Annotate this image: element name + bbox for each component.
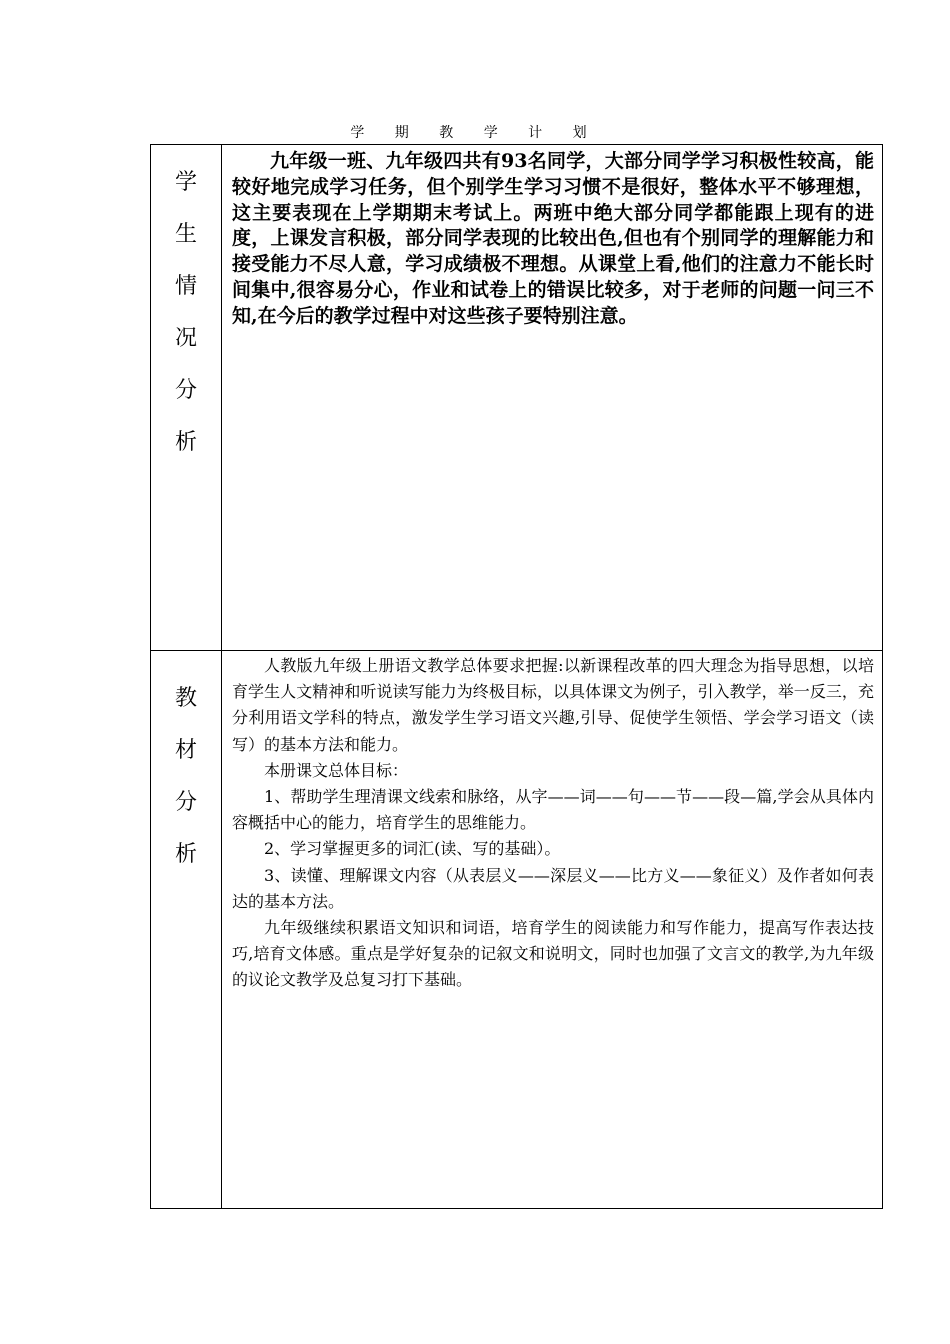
student-analysis-label xyxy=(151,145,221,469)
student-analysis-label-cell xyxy=(151,145,222,651)
student-analysis-paragraph: 九年级一班、九年级四共有93名同学，大部分同学学习积极性较高，能较好地完成学习任务，但个别学生学习习惯不是很好，整体水平不够理想，这主要表现在上学期期末考试上。两班中绝大部分同学都能跟上现有的进度，上课发言积极，部分同学表现的比较出色,但也有个别同学的理解能力和接受能力不尽人意，学习成绩极不理想。从课堂上看,他们的注意力不能长时间集中,很容易分心，作业和试卷上的错误比较多，对于老师的问题一问三不知,在今后的教学过程中对这些孩子要特别注意。 xyxy=(232,150,874,327)
textbook-paragraph: 3、读懂、理解课文内容（从表层义——深层义——比方义——象征义）及作者如何表达的基本方法。 xyxy=(232,865,874,911)
textbook-analysis-content xyxy=(222,651,883,1209)
textbook-paragraph: 2、学习掌握更多的词汇(读、写的基础）。 xyxy=(264,839,561,859)
page-title: 学 期 教 学 计 划 xyxy=(350,125,600,141)
textbook-analysis-label-cell xyxy=(151,651,222,1209)
label-char: 分 xyxy=(174,790,197,815)
label-char: 析 xyxy=(174,430,197,455)
label-char: 生 xyxy=(174,222,197,247)
label-char: 材 xyxy=(174,738,197,763)
textbook-paragraph: 人教版九年级上册语文教学总体要求把握:以新课程改革的四大理念为指导思想，以培育学生人文精神和听说读写能力为终极目标，以具体课文为例子，引入教学，举一反三，充分利用语文学科的特点，激发学生学习语文兴趣,引导、促使学生领悟、学会学习语文（读写）的基本方法和能力。 xyxy=(232,656,874,754)
label-char: 析 xyxy=(174,842,197,867)
label-char: 况 xyxy=(174,326,197,351)
textbook-paragraph: 1、帮助学生理清课文线索和脉络，从字——词——句——节——段—篇,学会从具体内容概括中心的能力，培育学生的思维能力。 xyxy=(232,787,874,833)
label-char: 分 xyxy=(174,378,197,403)
textbook-analysis-row xyxy=(151,651,883,1209)
label-char: 情 xyxy=(174,274,197,299)
label-char: 教 xyxy=(174,686,197,711)
student-analysis-row xyxy=(151,145,883,651)
student-analysis-content xyxy=(222,145,883,651)
label-char: 学 xyxy=(174,170,197,195)
textbook-paragraph: 本册课文总体目标： xyxy=(264,760,409,780)
textbook-analysis-label xyxy=(151,651,221,881)
textbook-paragraph: 九年级继续积累语文知识和词语，培育学生的阅读能力和写作能力，提高写作表达技巧,培育文体感。重点是学好复杂的记叙文和说明文，同时也加强了文言文的教学,为九年级的议论文教学及总复习打下基础。 xyxy=(232,918,874,990)
plan-table xyxy=(150,144,883,1209)
